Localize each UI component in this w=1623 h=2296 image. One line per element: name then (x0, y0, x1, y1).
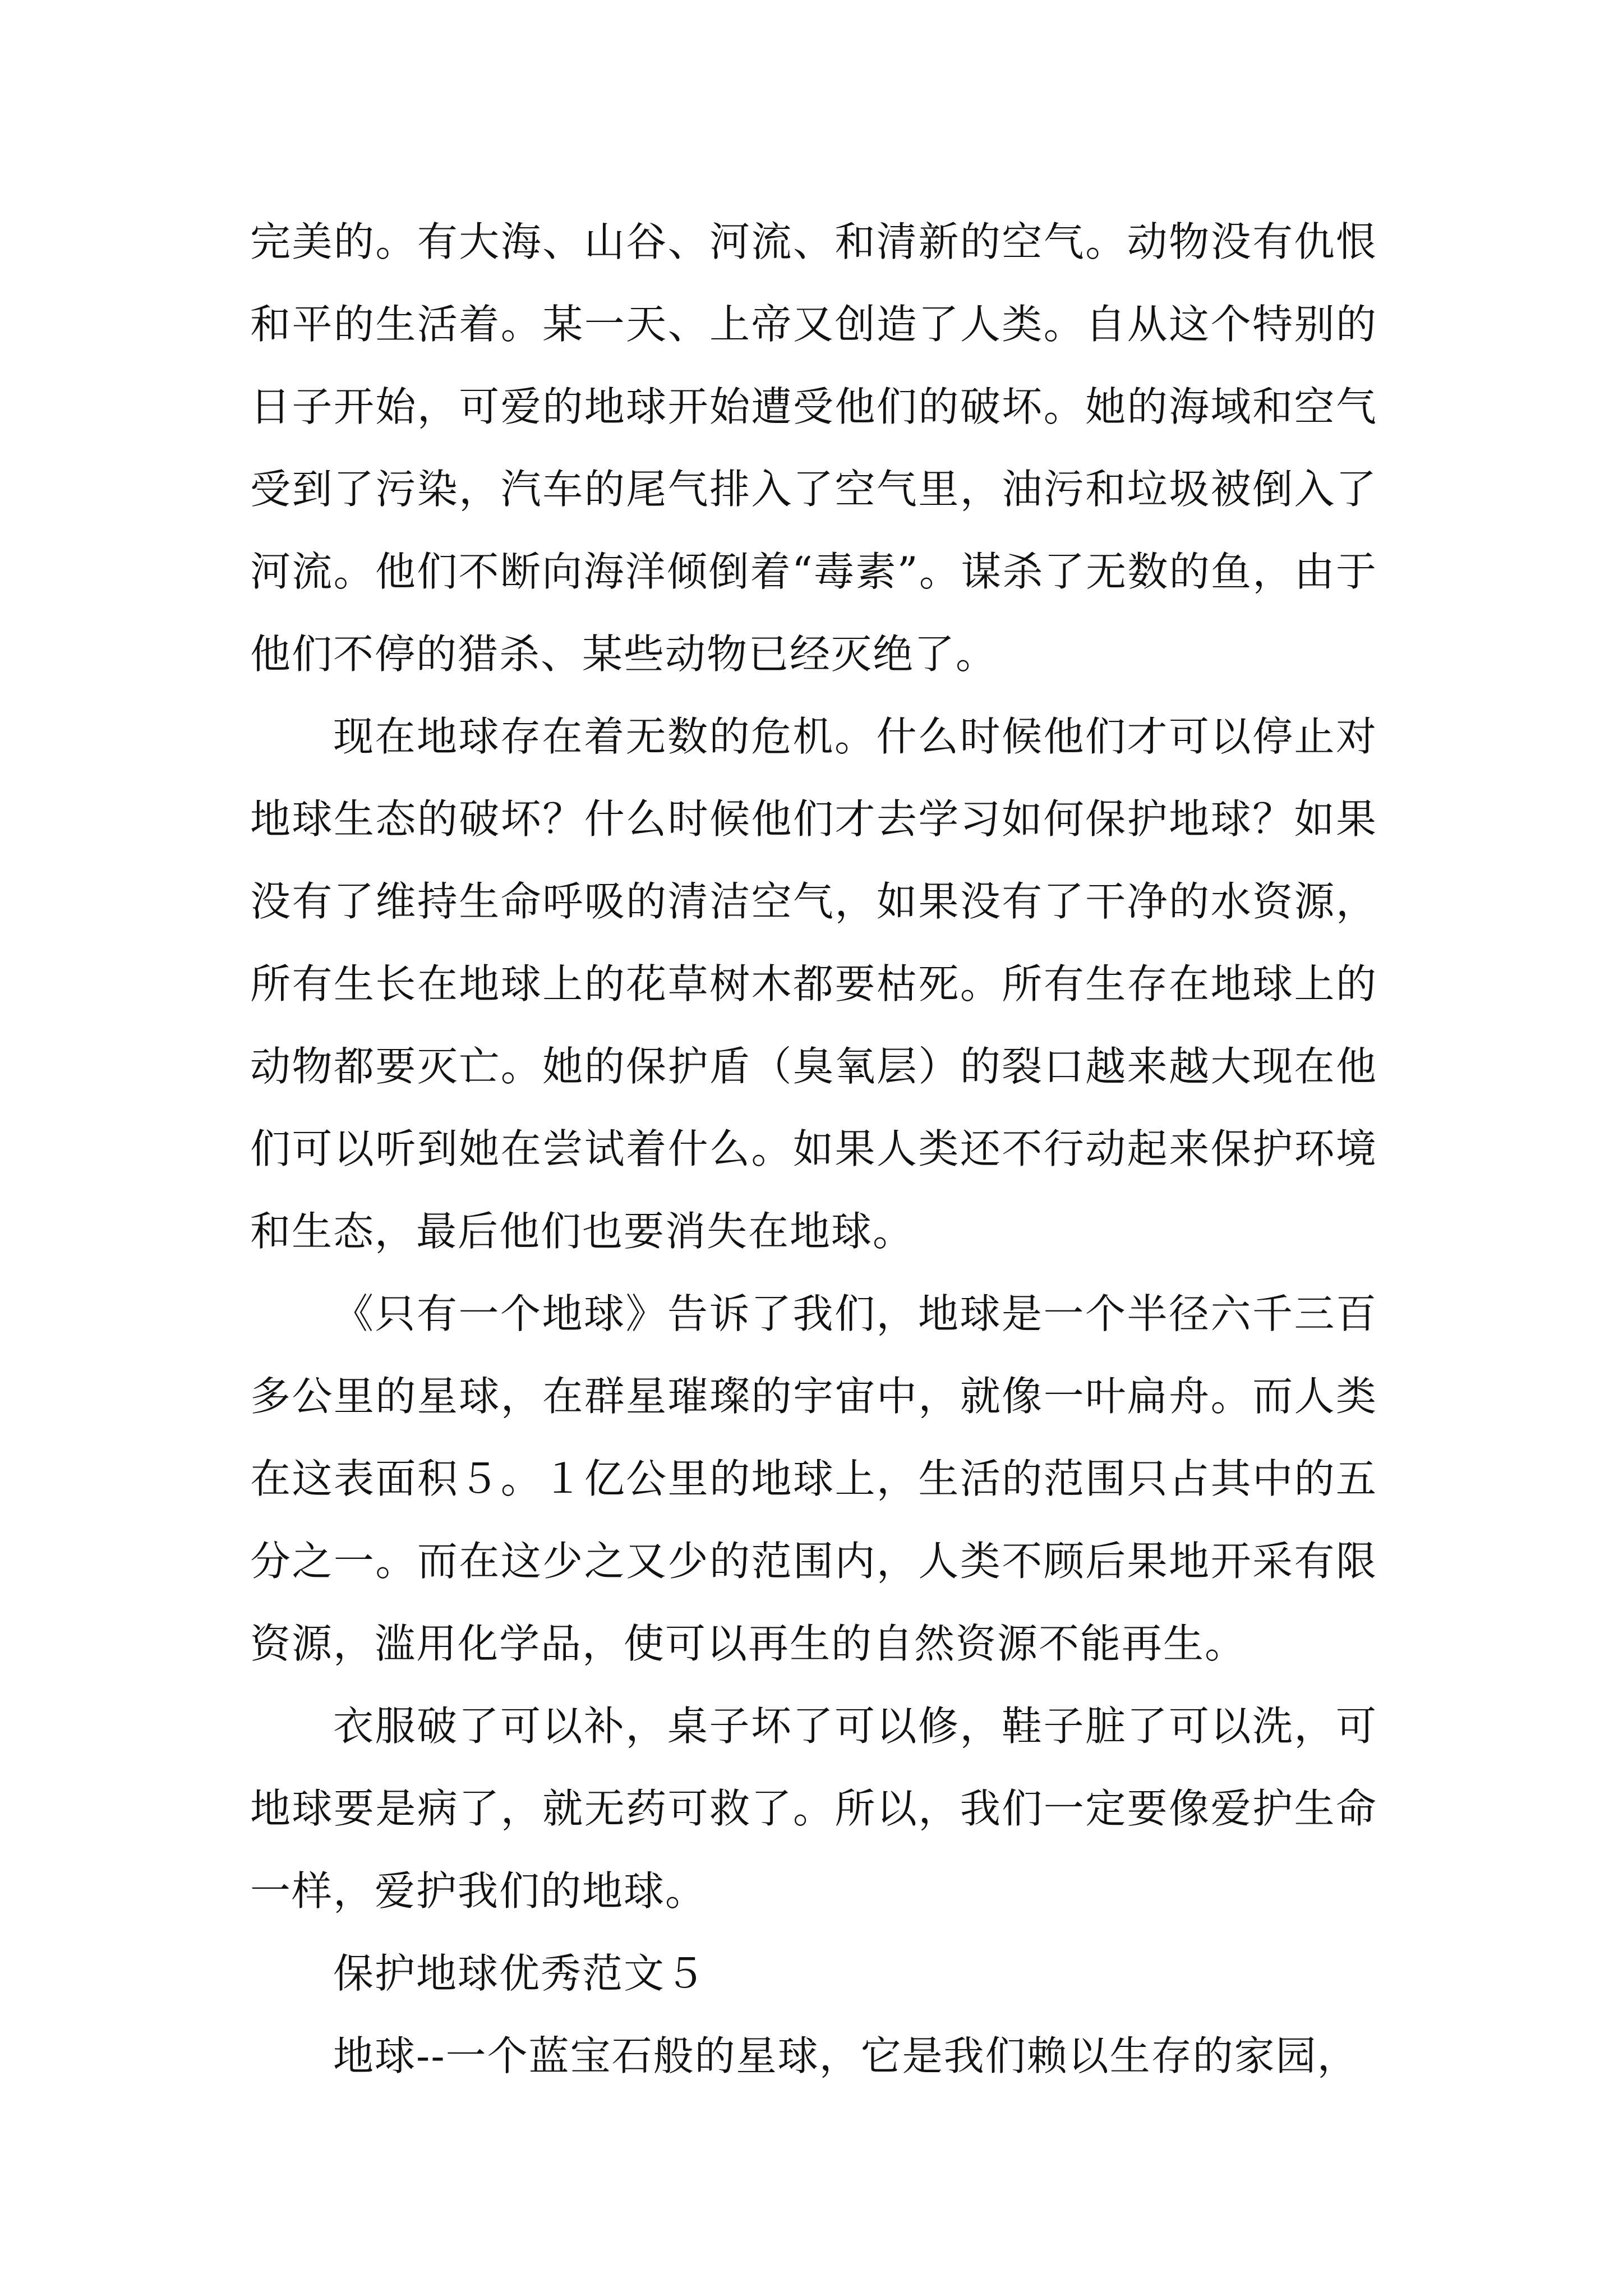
paragraph-1: 完美的。有大海、山谷、河流、和清新的空气。动物没有仇恨和平的生活着。某一天、上帝又创造了人类。自从这个特别的日子开始，可爱的地球开始遭受他们的破坏。她的海域和空气受到了污染，汽车的尾气排入了空气里，油污和垃圾被倒入了河流。他们不断向海洋倾倒着“毒素”。谋杀了无数的鱼，由于他们不停的猎杀、某些动物已经灭绝了。 (250, 218, 1377, 678)
section-heading: 保护地球优秀范文５ (333, 1950, 707, 1997)
paragraph-3: 《只有一个地球》告诉了我们，地球是一个半径六千三百多公里的星球，在群星璀璨的宇宙中，就像一叶扁舟。而人类在这表面积５。１亿公里的地球上，生活的范围只占其中的五分之一。而在这少之又少的范围内，人类不顾后果地开采有限资源，滥用化学品，使可以再生的自然资源不能再生。 (250, 1290, 1377, 1667)
paragraph-5: 地球--一个蓝宝石般的星球，它是我们赖以生存的家园， (333, 2032, 1359, 2079)
paragraph-4: 衣服破了可以补，桌子坏了可以修，鞋子脏了可以洗，可地球要是病了，就无药可救了。所以，我们一定要像爱护生命一样，爱护我们的地球。 (250, 1703, 1377, 1915)
document-body (250, 201, 1377, 2097)
paragraph-2: 现在地球存在着无数的危机。什么时候他们才可以停止对地球生态的破坏？什么时候他们才去学习如何保护地球？如果没有了维持生命呼吸的清洁空气，如果没有了干净的水资源，所有生长在地球上的花草树木都要枯死。所有生存在地球上的动物都要灭亡。她的保护盾（臭氧层）的裂口越来越大现在他们可以听到她在尝试着什么。如果人类还不行动起来保护环境和生态，最后他们也要消失在地球。 (250, 713, 1377, 1255)
